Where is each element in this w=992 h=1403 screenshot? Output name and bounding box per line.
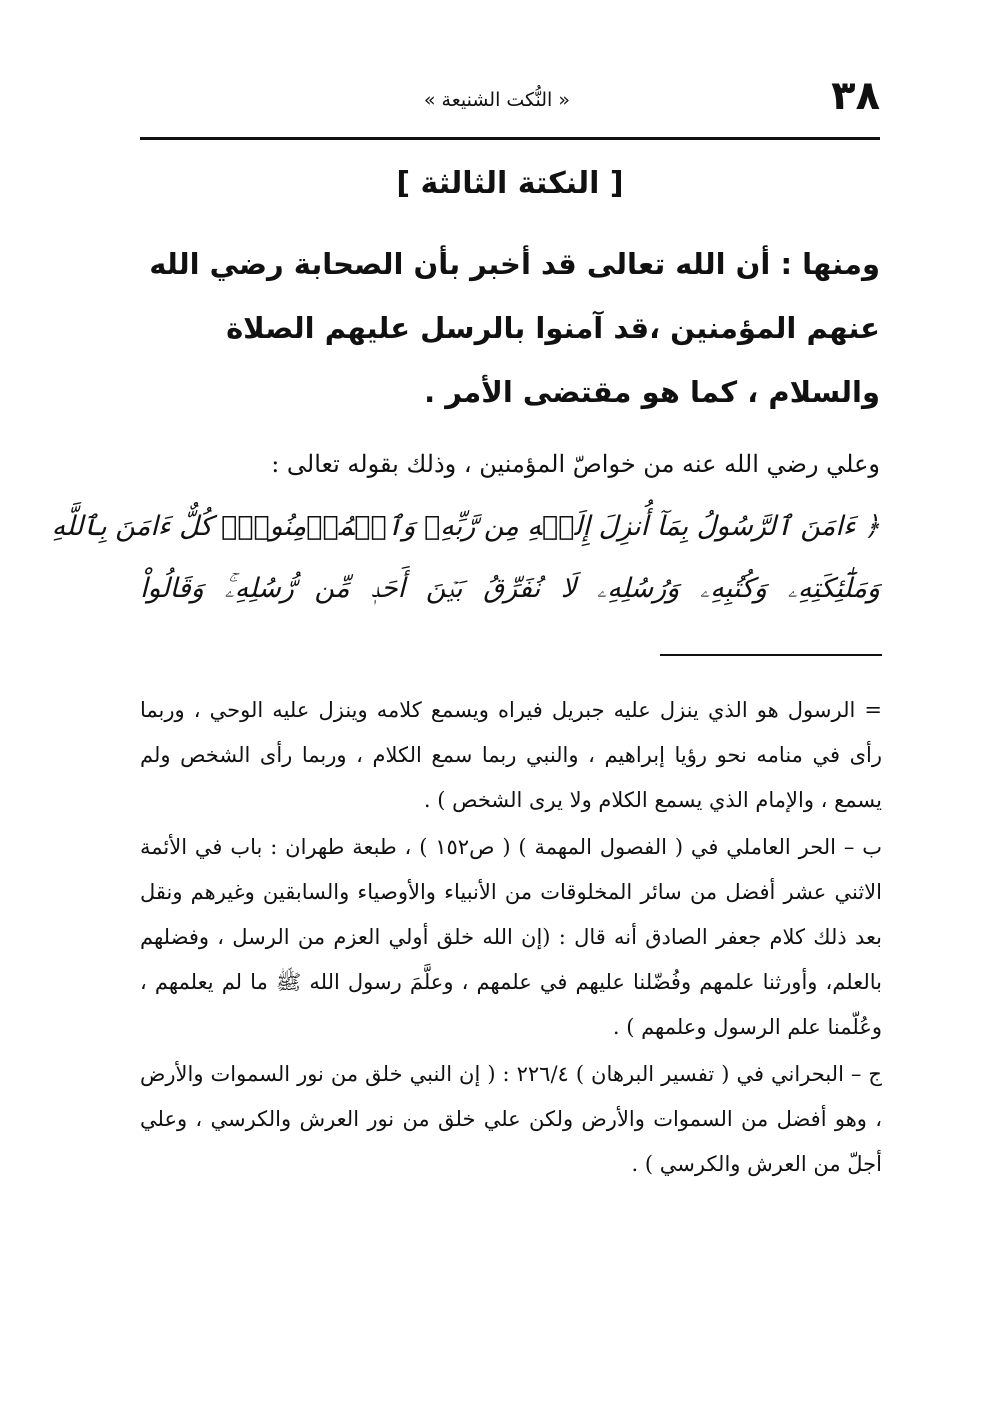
verse-line-1: ﴿ ءَامَنَ ٱلرَّسُولُ بِمَآ أُنزِلَ إِلَيۡهِ مِن رَّبِّهِۦ وَٱلۡمُؤۡمِنُونَۚ كُلٌّ ءَامَنَ بِٱللَّهِ [51,511,880,542]
header-divider [140,137,880,140]
intro-paragraph [140,440,880,488]
verse-line-2: وَمَلَٰٓئِكَتِهِۦ وَكُتُبِهِۦ وَرُسُلِهِۦ لَا نُفَرِّقُ بَيۡنَ أَحَدٖ مِّن رُّسُلِهِۦۚ وَقَالُواْ [140,573,880,604]
main-text: ومنها : أن الله تعالى قد أخبر بأن الصحابة رضي الله عنهم المؤمنين ،قد آمنوا بالرسل عليهم الصلاة والسلام ، كما هو مقتضى الأمر . [149,247,880,409]
main-paragraph [140,232,880,424]
page-number: ٣٨ [831,73,880,119]
page-header [140,72,880,134]
footnote-divider [660,654,882,656]
quran-verse [51,496,880,620]
footnote-b: ب – الحر العاملي في ( الفصول المهمة ) ( ص١٥٢ ) ، طبعة طهران : باب في الأئمة الاثني عشر أفضل من سائر المخلوقات من الأنبياء والأوصياء والسابقين وغيرهم ونقل بعد ذلك كلام جعفر الصادق أنه قال : (إن الله خلق أولي العزم من الرسل ، وفضلهم بالعلم، وأورثنا علمهم وفُضّلنا عليهم في علمهم ، وعلَّمَ رسول الله ﷺ ما لم يعلمهم ، وعُلّمنا علم الرسول وعلمهم ) . [140,835,882,1039]
footnote-c: ج – البحراني في ( تفسير البرهان ) ٢٢٦/٤ : ( إن النبي خلق من نور السموات والأرض ، وهو أفضل من السموات والأرض ولكن علي خلق من نور العرش والكرسي ، وعلي أجلّ من العرش والكرسي ) . [140,1062,882,1176]
running-title: « النُّكت الشنيعة » [423,89,570,111]
intro-text: وعلي رضي الله عنه من خواصّ المؤمنين ، وذلك بقوله تعالى : [271,450,880,478]
section-title: [ النكتة الثالثة ] [396,166,624,201]
footnotes [140,688,882,1189]
footnote-continuation: = الرسول هو الذي ينزل عليه جبريل فيراه ويسمع كلامه وينزل عليه الوحي ، وربما رأى في منامه نحو رؤيا إبراهيم ، والنبي ربما سمع الكلام ، وربما رأى الشخص ولم يسمع ، والإمام الذي يسمع الكلام ولا يرى الشخص ) . [140,698,882,812]
